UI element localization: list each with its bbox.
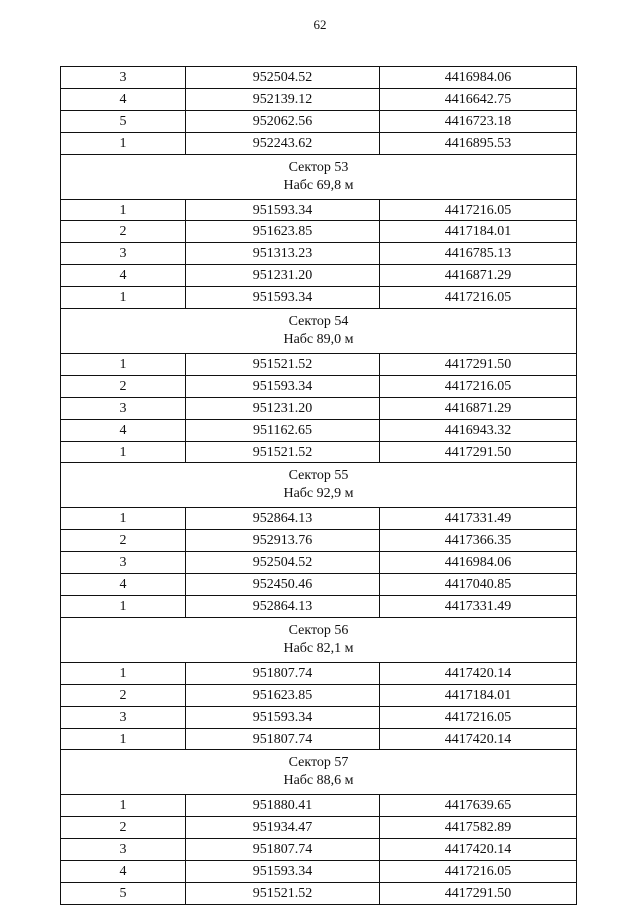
table-row bbox=[61, 221, 577, 243]
x-coordinate-cell: 951521.52 bbox=[186, 883, 380, 905]
sector-height: Набс 88,6 м bbox=[283, 773, 354, 789]
point-number-cell: 4 bbox=[61, 265, 186, 287]
table-row bbox=[61, 684, 577, 706]
y-coordinate-cell: 4416642.75 bbox=[380, 88, 577, 110]
y-coordinate-cell: 4417216.05 bbox=[380, 375, 577, 397]
table-row bbox=[61, 861, 577, 883]
table-row bbox=[61, 265, 577, 287]
y-coordinate-cell: 4417216.05 bbox=[380, 861, 577, 883]
x-coordinate-cell: 952913.76 bbox=[186, 530, 380, 552]
y-coordinate-cell: 4417040.85 bbox=[380, 574, 577, 596]
point-number-cell: 2 bbox=[61, 684, 186, 706]
x-coordinate-cell: 952864.13 bbox=[186, 508, 380, 530]
point-number-cell: 3 bbox=[61, 397, 186, 419]
sector-header-row bbox=[61, 750, 577, 795]
sector-header-row bbox=[61, 617, 577, 662]
table-row bbox=[61, 375, 577, 397]
table-row bbox=[61, 132, 577, 154]
table-row bbox=[61, 419, 577, 441]
table-row bbox=[61, 397, 577, 419]
point-number-cell: 4 bbox=[61, 419, 186, 441]
point-number-cell: 1 bbox=[61, 508, 186, 530]
x-coordinate-cell: 951593.34 bbox=[186, 199, 380, 221]
x-coordinate-cell: 952062.56 bbox=[186, 110, 380, 132]
x-coordinate-cell: 951593.34 bbox=[186, 706, 380, 728]
x-coordinate-cell: 951231.20 bbox=[186, 265, 380, 287]
point-number-cell: 3 bbox=[61, 706, 186, 728]
table-row bbox=[61, 596, 577, 618]
table-row bbox=[61, 508, 577, 530]
y-coordinate-cell: 4416895.53 bbox=[380, 132, 577, 154]
sector-title: Сектор 55 bbox=[288, 468, 349, 484]
point-number-cell: 4 bbox=[61, 574, 186, 596]
sector-header-cell bbox=[61, 617, 577, 662]
coordinates-table bbox=[60, 66, 577, 905]
sector-height: Набс 69,8 м bbox=[283, 177, 354, 193]
y-coordinate-cell: 4417291.50 bbox=[380, 354, 577, 376]
point-number-cell: 1 bbox=[61, 132, 186, 154]
x-coordinate-cell: 951593.34 bbox=[186, 375, 380, 397]
x-coordinate-cell: 952139.12 bbox=[186, 88, 380, 110]
x-coordinate-cell: 952504.52 bbox=[186, 67, 380, 89]
x-coordinate-cell: 951623.85 bbox=[186, 221, 380, 243]
sector-header-cell bbox=[61, 154, 577, 199]
x-coordinate-cell: 951162.65 bbox=[186, 419, 380, 441]
y-coordinate-cell: 4417331.49 bbox=[380, 596, 577, 618]
sector-title: Сектор 53 bbox=[288, 159, 349, 175]
y-coordinate-cell: 4416943.32 bbox=[380, 419, 577, 441]
x-coordinate-cell: 951313.23 bbox=[186, 243, 380, 265]
y-coordinate-cell: 4417420.14 bbox=[380, 728, 577, 750]
point-number-cell: 1 bbox=[61, 441, 186, 463]
y-coordinate-cell: 4417216.05 bbox=[380, 706, 577, 728]
y-coordinate-cell: 4417420.14 bbox=[380, 662, 577, 684]
sector-height: Набс 92,9 м bbox=[283, 486, 354, 502]
y-coordinate-cell: 4416871.29 bbox=[380, 265, 577, 287]
table-row bbox=[61, 287, 577, 309]
point-number-cell: 2 bbox=[61, 221, 186, 243]
point-number-cell: 2 bbox=[61, 817, 186, 839]
point-number-cell: 3 bbox=[61, 839, 186, 861]
point-number-cell: 3 bbox=[61, 67, 186, 89]
y-coordinate-cell: 4417582.89 bbox=[380, 817, 577, 839]
sector-height: Набс 82,1 м bbox=[283, 640, 354, 656]
sector-header-cell bbox=[61, 463, 577, 508]
x-coordinate-cell: 952864.13 bbox=[186, 596, 380, 618]
x-coordinate-cell: 951807.74 bbox=[186, 728, 380, 750]
point-number-cell: 3 bbox=[61, 243, 186, 265]
y-coordinate-cell: 4417184.01 bbox=[380, 684, 577, 706]
point-number-cell: 2 bbox=[61, 375, 186, 397]
sector-height: Набс 89,0 м bbox=[283, 332, 354, 348]
table-row bbox=[61, 354, 577, 376]
point-number-cell: 5 bbox=[61, 110, 186, 132]
point-number-cell: 1 bbox=[61, 728, 186, 750]
sector-header-row bbox=[61, 154, 577, 199]
sector-title: Сектор 57 bbox=[288, 755, 349, 771]
table-row bbox=[61, 110, 577, 132]
table-row bbox=[61, 883, 577, 905]
y-coordinate-cell: 4416871.29 bbox=[380, 397, 577, 419]
y-coordinate-cell: 4416984.06 bbox=[380, 67, 577, 89]
y-coordinate-cell: 4417216.05 bbox=[380, 199, 577, 221]
x-coordinate-cell: 951934.47 bbox=[186, 817, 380, 839]
sector-header-row bbox=[61, 309, 577, 354]
y-coordinate-cell: 4417291.50 bbox=[380, 883, 577, 905]
x-coordinate-cell: 951593.34 bbox=[186, 287, 380, 309]
point-number-cell: 1 bbox=[61, 596, 186, 618]
x-coordinate-cell: 952450.46 bbox=[186, 574, 380, 596]
y-coordinate-cell: 4417216.05 bbox=[380, 287, 577, 309]
page-number: 62 bbox=[313, 17, 327, 32]
point-number-cell: 5 bbox=[61, 883, 186, 905]
point-number-cell: 1 bbox=[61, 287, 186, 309]
table-row bbox=[61, 441, 577, 463]
point-number-cell: 1 bbox=[61, 662, 186, 684]
x-coordinate-cell: 952504.52 bbox=[186, 552, 380, 574]
y-coordinate-cell: 4417331.49 bbox=[380, 508, 577, 530]
point-number-cell: 4 bbox=[61, 88, 186, 110]
y-coordinate-cell: 4417366.35 bbox=[380, 530, 577, 552]
point-number-cell: 1 bbox=[61, 354, 186, 376]
point-number-cell: 3 bbox=[61, 552, 186, 574]
table-row bbox=[61, 67, 577, 89]
table-row bbox=[61, 706, 577, 728]
y-coordinate-cell: 4417184.01 bbox=[380, 221, 577, 243]
table-row bbox=[61, 795, 577, 817]
x-coordinate-cell: 951593.34 bbox=[186, 861, 380, 883]
x-coordinate-cell: 951807.74 bbox=[186, 839, 380, 861]
sector-header-row bbox=[61, 463, 577, 508]
table-row bbox=[61, 662, 577, 684]
x-coordinate-cell: 951521.52 bbox=[186, 441, 380, 463]
point-number-cell: 2 bbox=[61, 530, 186, 552]
sector-title: Сектор 54 bbox=[288, 314, 349, 330]
x-coordinate-cell: 952243.62 bbox=[186, 132, 380, 154]
x-coordinate-cell: 951807.74 bbox=[186, 662, 380, 684]
table-row bbox=[61, 199, 577, 221]
y-coordinate-cell: 4416984.06 bbox=[380, 552, 577, 574]
point-number-cell: 1 bbox=[61, 795, 186, 817]
table-row bbox=[61, 728, 577, 750]
point-number-cell: 1 bbox=[61, 199, 186, 221]
x-coordinate-cell: 951231.20 bbox=[186, 397, 380, 419]
table-row bbox=[61, 574, 577, 596]
sector-header-cell bbox=[61, 750, 577, 795]
table-row bbox=[61, 552, 577, 574]
y-coordinate-cell: 4416785.13 bbox=[380, 243, 577, 265]
table-row bbox=[61, 817, 577, 839]
point-number-cell: 4 bbox=[61, 861, 186, 883]
table-row bbox=[61, 839, 577, 861]
table-row bbox=[61, 88, 577, 110]
table-row bbox=[61, 243, 577, 265]
y-coordinate-cell: 4417639.65 bbox=[380, 795, 577, 817]
sector-title: Сектор 56 bbox=[288, 622, 349, 638]
y-coordinate-cell: 4417291.50 bbox=[380, 441, 577, 463]
coordinates-table-body bbox=[61, 67, 577, 905]
y-coordinate-cell: 4416723.18 bbox=[380, 110, 577, 132]
y-coordinate-cell: 4417420.14 bbox=[380, 839, 577, 861]
x-coordinate-cell: 951521.52 bbox=[186, 354, 380, 376]
x-coordinate-cell: 951623.85 bbox=[186, 684, 380, 706]
x-coordinate-cell: 951880.41 bbox=[186, 795, 380, 817]
sector-header-cell bbox=[61, 309, 577, 354]
table-row bbox=[61, 530, 577, 552]
